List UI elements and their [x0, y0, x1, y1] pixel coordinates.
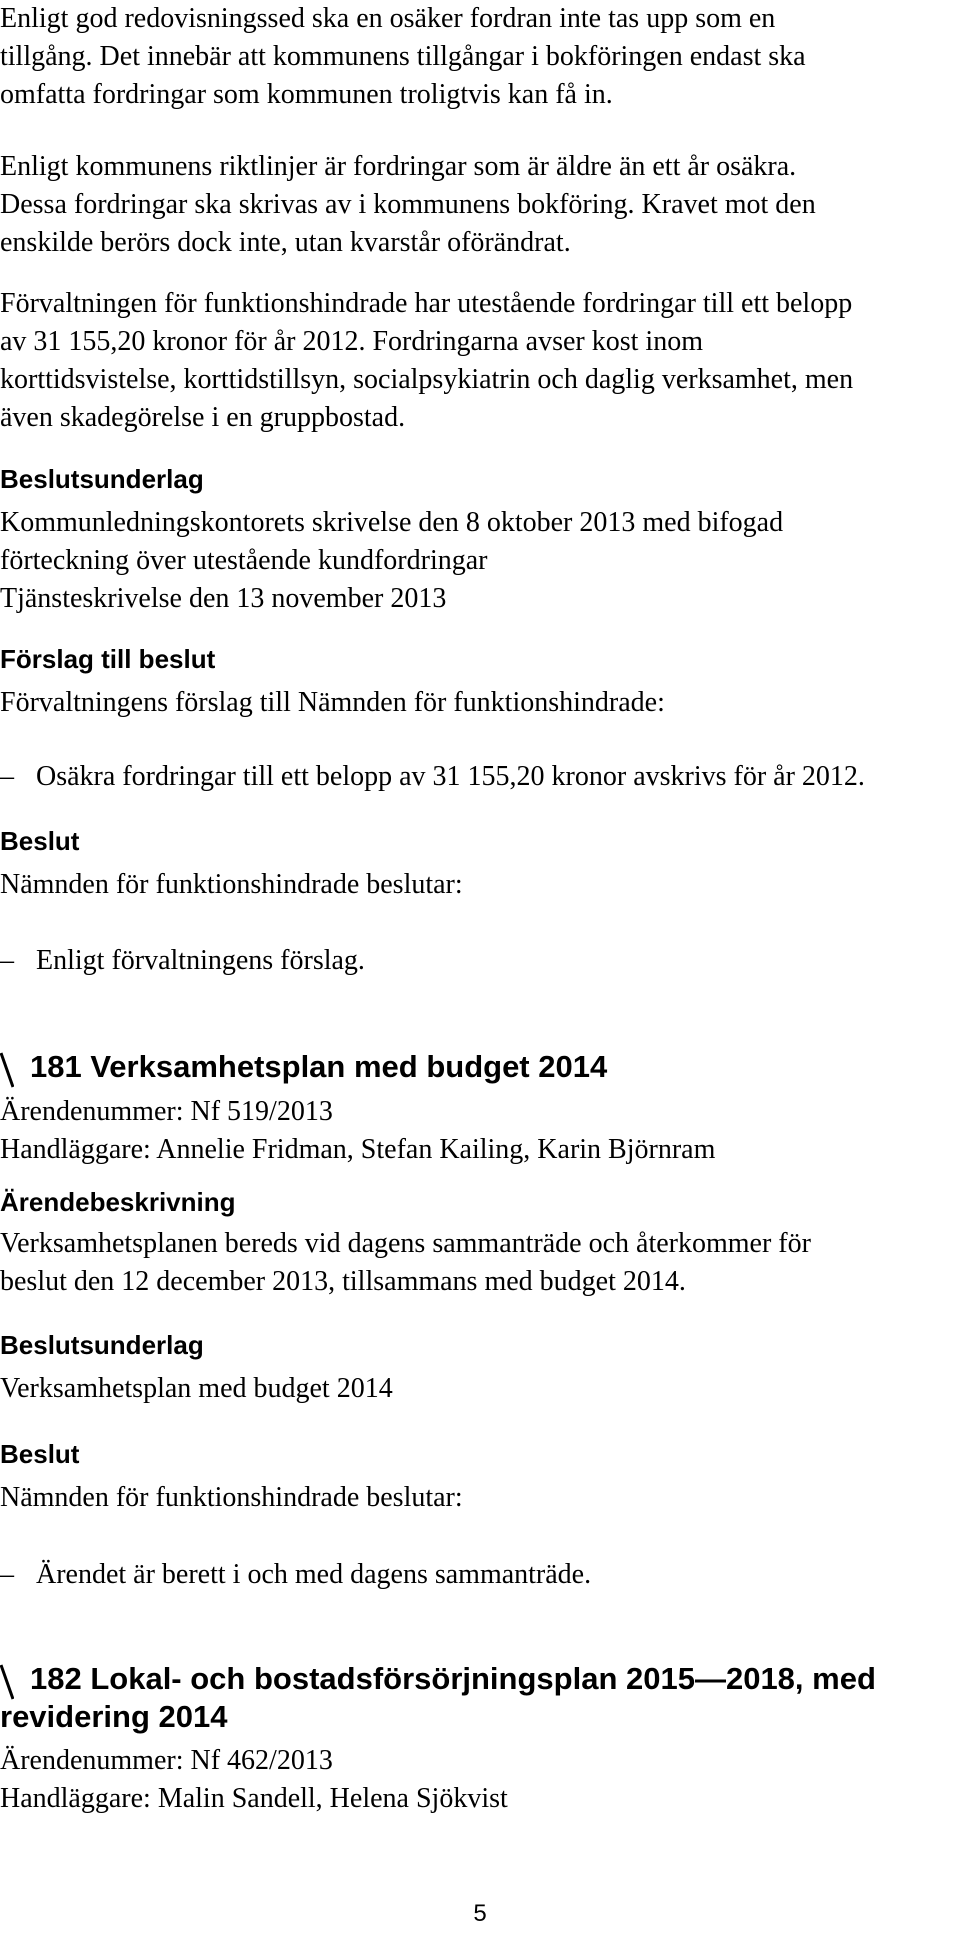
heading-beslutsunderlag-181: Beslutsunderlag [0, 1330, 204, 1360]
paragraph-riktlinjer [0, 148, 960, 262]
beslut-intro: Nämnden för funktionshindrade beslutar: [0, 869, 463, 900]
arendenummer: Ärendenummer: Nf 519/2013 [0, 1096, 333, 1127]
text-line: Tjänsteskrivelse den 13 november 2013 [0, 583, 447, 614]
beslut-181-bullet-text: Ärendet är berett i och med dagens sammanträde. [36, 1559, 592, 1590]
dash-bullet: – [0, 945, 14, 976]
heading-beslutsunderlag: Beslutsunderlag [0, 464, 204, 494]
forslag-bullet-text: Osäkra fordringar till ett belopp av 31 155,20 kronor avskrivs för år 2012. [36, 761, 865, 792]
dash-bullet: – [0, 1559, 14, 1590]
arendenummer: Ärendenummer: Nf 462/2013 [0, 1745, 333, 1776]
forslag-intro: Förvaltningens förslag till Nämnden för funktionshindrade: [0, 687, 665, 718]
handlaggare: Handläggare: Annelie Fridman, Stefan Kailing, Karin Björnram [0, 1134, 716, 1165]
beslut-bullet [0, 942, 365, 980]
text-line: tillgång. Det innebär att kommunens tillgångar i bokföringen endast ska [0, 41, 806, 72]
text-line: förteckning över utestående kundfordringar [0, 545, 488, 576]
section-182-title-line1: 182 Lokal- och bostadsförsörjningsplan 2015—2018, med [30, 1661, 876, 1696]
text-line: av 31 155,20 kronor för år 2012. Fordringarna avser kost inom [0, 326, 703, 357]
section-182-meta [0, 1742, 960, 1818]
beslutsunderlag-181-text: Verksamhetsplan med budget 2014 [0, 1373, 393, 1404]
text-line: Kommunledningskontorets skrivelse den 8 oktober 2013 med bifogad [0, 507, 784, 538]
text-line: Förvaltningen för funktionshindrade har utestående fordringar till ett belopp [0, 288, 853, 319]
section-marker-icon-svg [0, 1051, 14, 1089]
text-line: Dessa fordringar ska skrivas av i kommunens bokföring. Kravet mot den [0, 189, 816, 220]
beslut-181-intro: Nämnden för funktionshindrade beslutar: [0, 1482, 463, 1513]
section-181-title-text: 181 Verksamhetsplan med budget 2014 [30, 1049, 608, 1084]
handlaggare: Handläggare: Malin Sandell, Helena Sjökvist [0, 1783, 508, 1814]
paragraph-fordringar [0, 285, 960, 437]
paragraph-redovisningssed [0, 0, 960, 114]
text-line: enskilde berörs dock inte, utan kvarstår oförändrat. [0, 227, 571, 258]
section-182-title [0, 1660, 876, 1698]
section-marker-icon-svg [0, 1663, 14, 1701]
forslag-bullet [0, 758, 865, 796]
text-line: omfatta fordringar som kommunen troligtvis kan få in. [0, 79, 613, 110]
heading-beslut-181: Beslut [0, 1439, 80, 1469]
text-line: även skadegörelse i en gruppbostad. [0, 402, 406, 433]
text-line: Enligt god redovisningssed ska en osäker fordran inte tas upp som en [0, 3, 776, 34]
beslutsunderlag-list [0, 504, 960, 618]
heading-arendebeskrivning: Ärendebeskrivning [0, 1187, 236, 1217]
heading-beslut: Beslut [0, 826, 80, 856]
dash-bullet: – [0, 761, 14, 792]
beslut-181-bullet [0, 1556, 591, 1594]
section-181-title [0, 1048, 607, 1086]
text-line: Enligt kommunens riktlinjer är fordringar som är äldre än ett år osäkra. [0, 151, 797, 182]
text-line: korttidsvistelse, korttidstillsyn, socialpsykiatrin och daglig verksamhet, men [0, 364, 854, 395]
heading-forslag-till-beslut: Förslag till beslut [0, 644, 216, 674]
page-number: 5 [473, 1900, 487, 1927]
text-line: Verksamhetsplanen bereds vid dagens sammanträde och återkommer för [0, 1228, 811, 1259]
beslut-bullet-text: Enligt förvaltningens förslag. [36, 945, 365, 976]
text-line: beslut den 12 december 2013, tillsammans med budget 2014. [0, 1266, 686, 1297]
section-181-meta [0, 1093, 960, 1169]
arendebeskrivning-text [0, 1225, 960, 1301]
section-182-title-line2: revidering 2014 [0, 1699, 228, 1734]
